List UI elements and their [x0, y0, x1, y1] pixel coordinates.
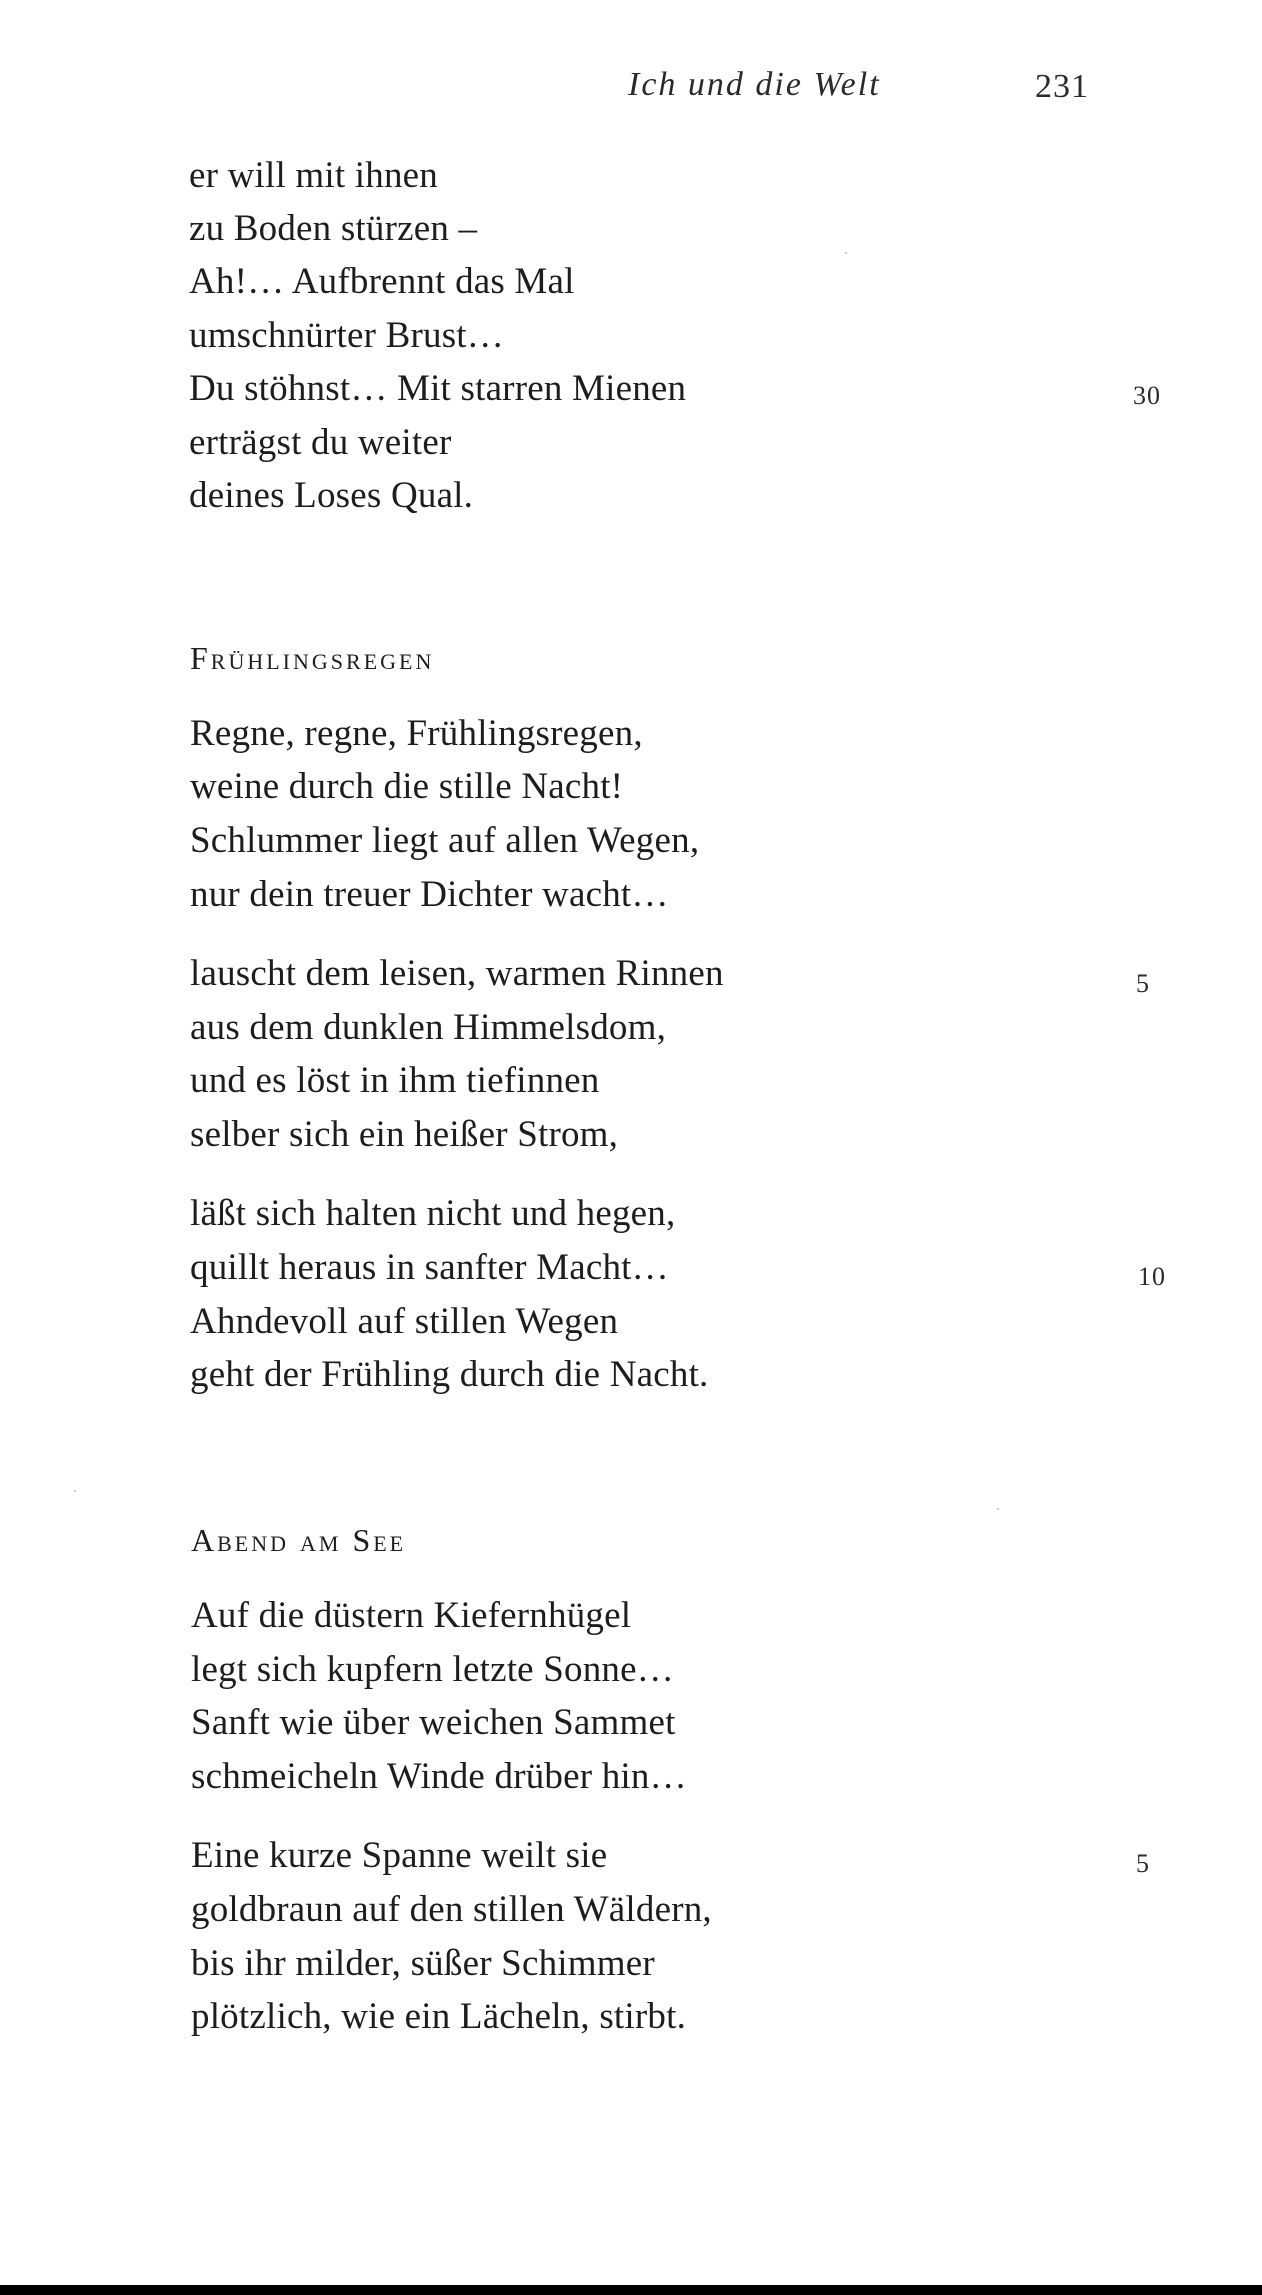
verse-line: Sanft wie über weichen Sammet	[191, 1702, 676, 1743]
verse-line: Du stöhnst… Mit starren Mienen	[189, 368, 687, 409]
verse-line: lauscht dem leisen, warmen Rinnen	[190, 953, 724, 994]
poem-title: Abend am See	[191, 1522, 407, 1558]
verse-line: Ahndevoll auf stillen Wegen	[190, 1301, 619, 1342]
verse-line: zu Boden stürzen –	[189, 208, 478, 249]
verse-line: aus dem dunklen Himmelsdom,	[190, 1007, 667, 1048]
verse-line: weine durch die stille Nacht!	[190, 766, 624, 807]
line-number: 30	[1133, 381, 1161, 410]
verse-line: umschnürter Brust…	[189, 315, 504, 356]
verse-line: plötzlich, wie ein Lächeln, stirbt.	[191, 1996, 687, 2037]
line-number: 10	[1138, 1262, 1166, 1291]
verse-line: Schlummer liegt auf allen Wegen,	[190, 820, 700, 861]
scan-edge-bar	[0, 2285, 1262, 2295]
verse-line: läßt sich halten nicht und hegen,	[190, 1193, 676, 1234]
scan-speck	[845, 252, 847, 254]
scan-speck	[997, 1508, 999, 1510]
verse-line: Ah!… Aufbrennt das Mal	[189, 261, 575, 302]
verse-line: Eine kurze Spanne weilt sie	[191, 1835, 608, 1876]
verse-line: erträgst du weiter	[189, 422, 452, 463]
line-number: 5	[1136, 1849, 1150, 1878]
verse-line: deines Loses Qual.	[189, 475, 474, 516]
verse-line: schmeicheln Winde drüber hin…	[191, 1756, 687, 1797]
verse-line: bis ihr milder, süßer Schimmer	[191, 1943, 655, 1984]
verse-line: legt sich kupfern letzte Sonne…	[191, 1649, 674, 1690]
verse-line: und es löst in ihm tiefinnen	[190, 1060, 600, 1101]
poem-title: Frühlingsregen	[190, 640, 435, 676]
page-number: 231	[1035, 68, 1089, 105]
verse-line: geht der Frühling durch die Nacht.	[190, 1354, 709, 1395]
line-number: 5	[1136, 969, 1150, 998]
verse-line: Regne, regne, Frühlingsregen,	[190, 713, 643, 754]
verse-line: goldbraun auf den stillen Wäldern,	[191, 1889, 712, 1930]
running-title: Ich und die Welt	[628, 66, 881, 103]
scan-speck	[74, 1490, 76, 1492]
verse-line: quillt heraus in sanfter Macht…	[190, 1247, 669, 1288]
verse-line: selber sich ein heißer Strom,	[190, 1114, 619, 1155]
verse-line: Auf die düstern Kiefernhügel	[191, 1595, 632, 1636]
verse-line: er will mit ihnen	[189, 155, 438, 196]
verse-line: nur dein treuer Dichter wacht…	[190, 874, 669, 915]
